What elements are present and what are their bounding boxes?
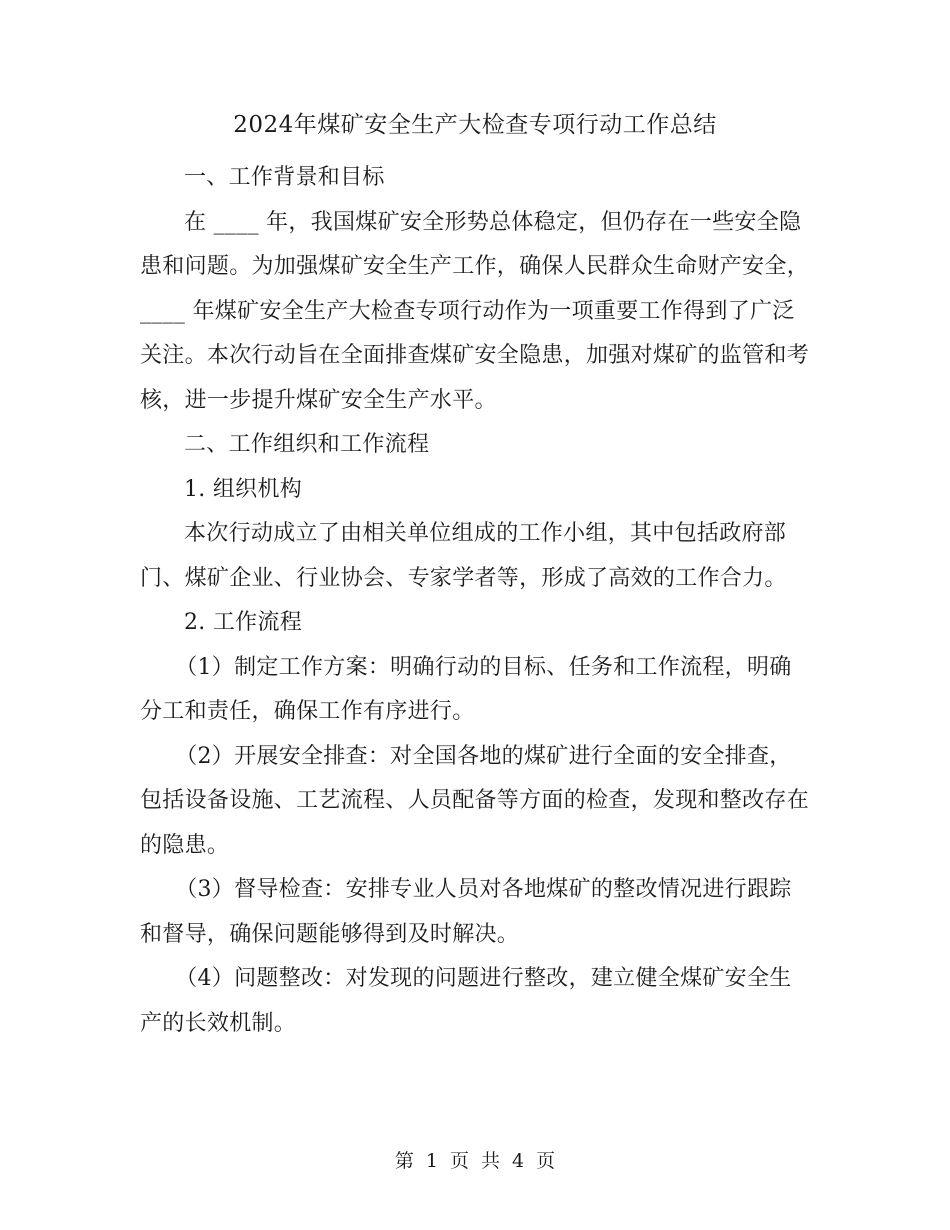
workflow-item-1: （1）制定工作方案：明确行动的目标、任务和工作流程，明确分工和责任，确保工作有序进行。	[140, 654, 792, 724]
paragraph-organization-structure: 本次行动成立了由相关单位组成的工作小组，其中包括政府部门、煤矿企业、行业协会、专家学者等，形成了高效的工作合力。	[140, 521, 787, 591]
section-heading-organization: 二、工作组织和工作流程	[184, 432, 430, 457]
subheading-workflow: 2. 工作流程	[184, 610, 303, 635]
section-heading-background: 一、工作背景和目标	[184, 165, 385, 190]
document-title: 2024年煤矿安全生产大检查专项行动工作总结	[233, 112, 717, 138]
page-number-footer: 第 1 页 共 4 页	[394, 1150, 556, 1172]
document-body	[140, 156, 812, 1046]
subheading-organization-structure: 1. 组织机构	[184, 476, 303, 502]
workflow-item-3: （3）督导检查：安排专业人员对各地煤矿的整改情况进行跟踪和督导，确保问题能够得到及时解决。	[140, 877, 792, 947]
workflow-item-2: （2）开展安全排查：对全国各地的煤矿进行全面的安全排查，包括设备设施、工艺流程、人员配备等方面的检查，发现和整改存在的隐患。	[140, 743, 810, 858]
workflow-item-4: （4）问题整改：对发现的问题进行整改，建立健全煤矿安全生产的长效机制。	[140, 966, 792, 1036]
paragraph-background: 在 ____ 年，我国煤矿安全形势总体稳定，但仍存在一些安全隐患和问题。为加强煤矿安全生产工作，确保人民群众生命财产安全，____ 年煤矿安全生产大检查专项行动作为一项重要工作得到了广泛关注。本次行动旨在全面排查煤矿安全隐患，加强对煤矿的监管和考核，进一步提升煤矿安全生产水平。	[140, 209, 810, 413]
